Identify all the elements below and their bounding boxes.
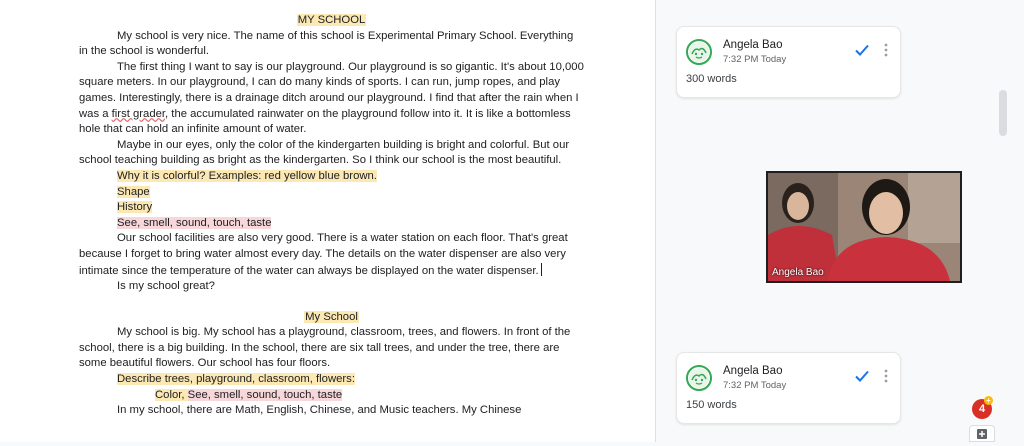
highlighted-note: Describe trees, playground, classroom, flowers: bbox=[117, 373, 355, 386]
notification-badge[interactable]: 4 bbox=[972, 399, 992, 419]
more-options-icon[interactable] bbox=[881, 41, 891, 59]
resolve-check-icon[interactable] bbox=[853, 367, 871, 385]
paragraph: Maybe in our eyes, only the color of the kindergarten building is bright and colorful. But our school teaching building as bright as the kindergarten. So I think our school is the most beautiful. bbox=[79, 138, 570, 167]
paragraph: In my school, there are Math, English, Chinese, and Music teachers. My Chinese bbox=[117, 404, 522, 417]
paragraph bbox=[79, 231, 584, 279]
spelling-suggestion[interactable]: first grader bbox=[111, 107, 166, 120]
more-options-icon[interactable] bbox=[881, 367, 891, 385]
add-comment-icon bbox=[970, 426, 994, 441]
text-cursor bbox=[541, 263, 542, 276]
avatar bbox=[686, 39, 712, 65]
highlighted-note: Why it is colorful? Examples: red yellow blue brown. bbox=[117, 169, 377, 182]
note-line bbox=[79, 185, 584, 201]
paragraph-text: Our school facilities are also very good. There is a water station on each floor. That's great because I forget to bring water almost every day. The details on the water dispenser are also very intimate since the temperature of the water can always be displayed on the water dispenser. bbox=[79, 232, 568, 277]
document-title bbox=[79, 13, 584, 29]
highlighted-note: Shape bbox=[117, 185, 150, 198]
video-call-tile[interactable] bbox=[766, 171, 962, 283]
title-highlight: My School bbox=[305, 310, 358, 323]
paragraph: My school is big. My school has a playground, classroom, trees, and flowers. In front of the school, there is a big building. In the school, there are six tall trees, and under the tree, there are some beautiful flowers. Our school has four floors. bbox=[79, 326, 571, 370]
highlighted-note: History bbox=[117, 201, 153, 214]
note-line bbox=[79, 169, 584, 185]
comment-author: Angela Bao bbox=[723, 39, 783, 51]
note-line bbox=[79, 388, 584, 404]
document-title bbox=[79, 310, 584, 326]
comment-author: Angela Bao bbox=[723, 365, 783, 377]
resolve-check-icon[interactable] bbox=[853, 41, 871, 59]
avatar-icon bbox=[688, 367, 710, 389]
note-line bbox=[79, 200, 584, 216]
plus-icon: + bbox=[984, 396, 993, 405]
comment-card[interactable] bbox=[676, 26, 901, 98]
participant-name: Angela Bao bbox=[772, 267, 824, 278]
note-line bbox=[79, 216, 584, 232]
participant-video-icon bbox=[768, 173, 960, 281]
title-highlight: MY SCHOOL bbox=[297, 14, 366, 26]
avatar bbox=[686, 365, 712, 391]
scrollbar-thumb[interactable] bbox=[999, 90, 1007, 136]
paragraph bbox=[79, 60, 584, 138]
paragraph-text: , the accumulated rainwater on the playground follow into it. It is like a bottomless hole that can hold an infinite amount of water. bbox=[79, 107, 571, 136]
highlighted-note: See, smell, sound, touch, taste bbox=[187, 388, 343, 401]
comment-card[interactable] bbox=[676, 352, 901, 424]
paragraph: Is my school great? bbox=[117, 280, 215, 293]
comment-text: 150 words bbox=[686, 399, 737, 411]
comment-text: 300 words bbox=[686, 73, 737, 85]
highlighted-note: Color, bbox=[155, 388, 188, 401]
comment-time: 7:32 PM Today bbox=[723, 54, 787, 65]
add-comment-button[interactable] bbox=[969, 425, 995, 442]
note-line bbox=[79, 372, 584, 388]
paragraph-text: The first thing I want to say is our playground. Our playground is so gigantic. It's about 10,000 square meters. In our playground, I can do many kinds of sports. I can run, jump ropes, and play games. Interestingly, there is a drainage ditch around our playground. I find that after the rain when I was a bbox=[79, 60, 584, 120]
avatar-icon bbox=[688, 41, 710, 63]
paragraph: My school is very nice. The name of this school is Experimental Primary School. Everything in the school is wonderful. bbox=[79, 29, 574, 58]
document-body[interactable] bbox=[79, 13, 584, 419]
comment-time: 7:32 PM Today bbox=[723, 380, 787, 391]
highlighted-note: See, smell, sound, touch, taste bbox=[117, 216, 272, 229]
